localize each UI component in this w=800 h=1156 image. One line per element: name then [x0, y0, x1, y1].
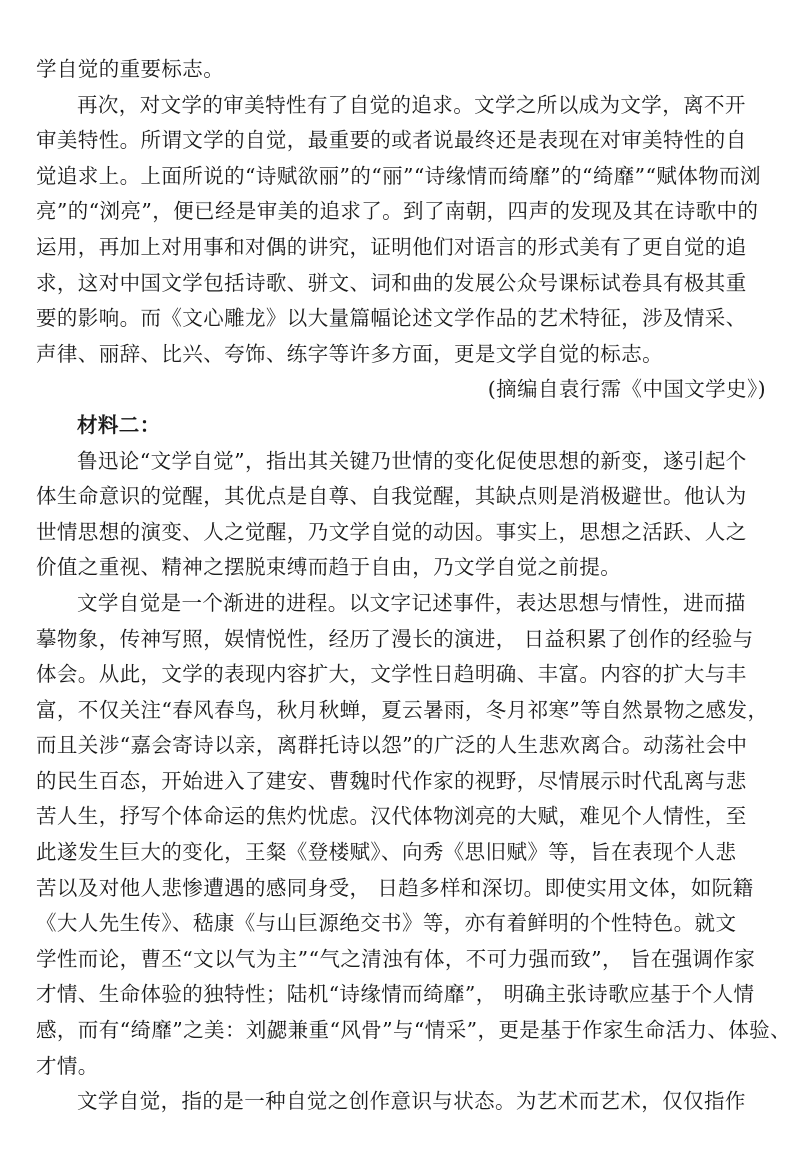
text-line: 富，不仅关注“春风春鸟，秋月秋蝉，夏云暑雨，冬月祁寒”等自然景物之感发， — [36, 697, 769, 722]
text-line: 摹物象，传神写照，娱情悦性，经历了漫长的演进， 日益积累了创作的经验与 — [36, 626, 754, 651]
text-line: 亮”的“浏亮”，便已经是审美的追求了。到了南朝，四声的发现及其在诗歌中的 — [36, 199, 759, 224]
text-line: 学性而论，曹丕“文以气为主”“气之清浊有体，不可力强而致”， 旨在强调作家 — [36, 946, 756, 971]
text-line: 的民生百态，开始进入了建安、曹魏时代作家的视野，尽情展示时代乱离与悲 — [36, 768, 747, 793]
text-line: 苦以及对他人悲惨遭遇的感同身受， 日趋多样和深切。即使实用文体，如阮籍 — [36, 875, 754, 900]
section-heading: 材料二： — [77, 412, 161, 437]
text-line: 审美特性。所谓文学的自觉，最重要的或者说最终还是表现在对审美特性的自 — [36, 128, 747, 153]
paragraph-start: 鲁迅论“文学自觉”，指出其关键乃世情的变化促使思想的新变，遂引起个 — [77, 448, 747, 473]
text-line: 价值之重视、精神之摆脱束缚而趋于自由，乃文学自觉之前提。 — [36, 555, 622, 580]
text-line: 声律、丽辞、比兴、夸饰、练字等许多方面，更是文学自觉的标志。 — [36, 341, 663, 366]
text-line: 觉追求上。上面所说的“诗赋欲丽”的“丽”“诗缘情而绮靡”的“绮靡”“赋体物而浏 — [36, 163, 761, 188]
text-line: 才情、生命体验的独特性；陆机“诗缘情而绮靡”， 明确主张诗歌应基于个人情 — [36, 982, 755, 1007]
paragraph-start: 文学自觉，指的是一种自觉之创作意识与状态。为艺术而艺术，仅仅指作 — [77, 1089, 746, 1114]
text-line: 体会。从此，文学的表现内容扩大，文学性日趋明确、丰富。内容的扩大与丰 — [36, 662, 747, 687]
source-citation: (摘编自袁行霈《中国文学史》) — [487, 377, 766, 402]
text-line: 学自觉的重要标志。 — [36, 57, 225, 81]
paragraph-start: 再次，对文学的审美特性有了自觉的追求。文学之所以成为文学，离不开 — [77, 92, 746, 117]
text-line: 《大人先生传》、嵇康《与山巨源绝交书》等，亦有着鲜明的个性特色。就文 — [36, 911, 737, 936]
paragraph-start: 文学自觉是一个渐进的进程。以文字记述事件，表达思想与情性，进而描 — [77, 590, 746, 615]
text-line: 此遂发生巨大的变化，王粲《登楼赋》、向秀《思旧赋》等，旨在表现个人悲 — [36, 840, 737, 865]
text-line: 而且关涉“嘉会寄诗以亲，离群托诗以怨”的广泛的人生悲欢离合。动荡社会中 — [36, 733, 748, 758]
text-line: 求，这对中国文学包括诗歌、骈文、词和曲的发展公众号课标试卷具有极其重 — [36, 270, 747, 295]
text-line: 要的影响。而《文心雕龙》以大量篇幅论述文学作品的艺术特征，涉及情采、 — [36, 306, 747, 331]
text-line: 感，而有“绮靡”之美：刘勰兼重“风骨”与“情采”，更是基于作家生命活力、体验、 — [36, 1018, 791, 1043]
text-line: 体生命意识的觉醒，其优点是自尊、自我觉醒，其缺点则是消极避世。他认为 — [36, 484, 747, 509]
text-line: 才情。 — [36, 1053, 99, 1078]
text-line: 运用，再加上对用事和对偶的讲究，证明他们对语言的形式美有了更自觉的追 — [36, 234, 747, 259]
text-line: 世情思想的演变、人之觉醒，乃文学自觉的动因。事实上，思想之活跃、人之 — [36, 519, 747, 544]
text-line: 苦人生，抒写个体命运的焦灼忧虑。汉代体物浏亮的大赋，难见个人情性，至 — [36, 804, 747, 829]
